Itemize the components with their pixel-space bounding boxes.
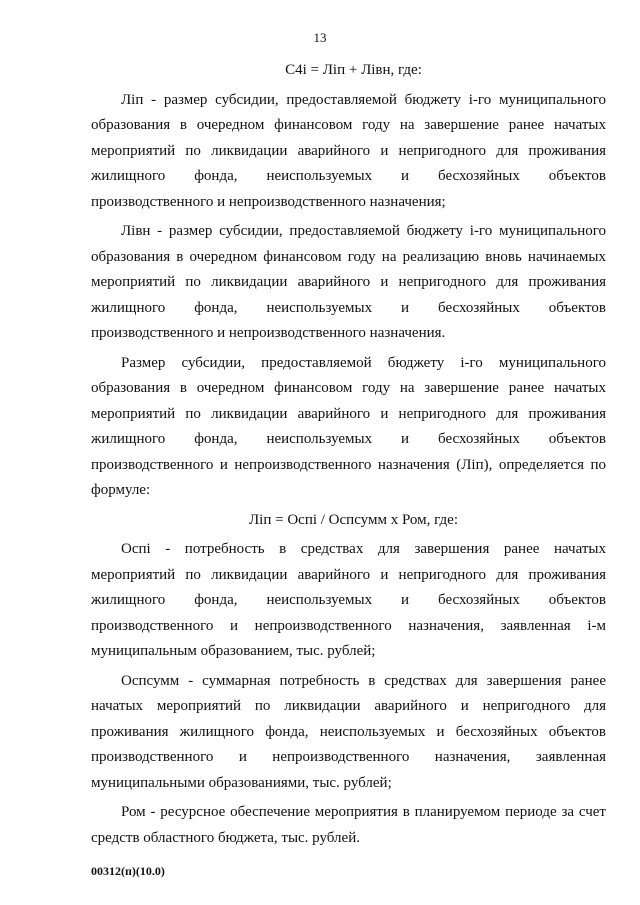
page-number: 13 xyxy=(313,30,327,45)
document-body xyxy=(91,58,606,855)
formula-c4i: С4i = Лiп + Лiвн, где: xyxy=(285,62,422,78)
formula-lip: Лiп = Оспi / Оспсумм х Ром, где: xyxy=(249,511,458,528)
paragraph-subsidy-size: Размер субсидии, предоставляемой бюджету i-го муниципального образования в очередном финансовом году на завершение ранее начатых мероприятий по ликвидации аварийного и непригодного для проживания жилищного фонда, неиспользуемых и бесхозяйных объектов производственного и непроизводственного назначения (Лiп), определяется по формуле: xyxy=(91,354,606,498)
paragraph-lip-definition: Лiп - размер субсидии, предоставляемой бюджету i-го муниципального образования в очередном финансовом году на завершение ранее начатых мероприятий по ликвидации аварийного и непригодного для проживания жилищного фонда, неиспользуемых и бесхозяйных объектов производственного и непроизводственного назначения; xyxy=(91,91,606,210)
paragraph-livn-definition: Лiвн - размер субсидии, предоставляемой бюджету i-го муниципального образования в очередном финансовом году на реализацию вновь начинаемых мероприятий по ликвидации аварийного и непригодного для проживания жилищного фонда, неиспользуемых и бесхозяйных объектов производственного и непроизводственного назначения. xyxy=(91,223,606,341)
document-code: 00312(п)(10.0) xyxy=(91,864,165,878)
paragraph-ospsumm-definition: Оспсумм - суммарная потребность в средствах для завершения ранее начатых мероприятий по ликвидации аварийного и непригодного для проживания жилищного фонда, неиспользуемых и бесхозяйных объектов производственного и непроизводственного назначения, заявленная муниципальными образованиями, тыс. рублей; xyxy=(91,672,606,791)
paragraph-ospi-definition: Оспi - потребность в средствах для завершения ранее начатых мероприятий по ликвидации аварийного и непригодного для проживания жилищного фонда, неиспользуемых и бесхозяйных объектов производственного и непроизводственного назначения, заявленная i-м муниципальным образованием, тыс. рублей; xyxy=(91,541,606,659)
paragraph-rom-definition: Ром - ресурсное обеспечение мероприятия в планируемом периоде за счет средств областного бюджета, тыс. рублей. xyxy=(91,804,606,846)
